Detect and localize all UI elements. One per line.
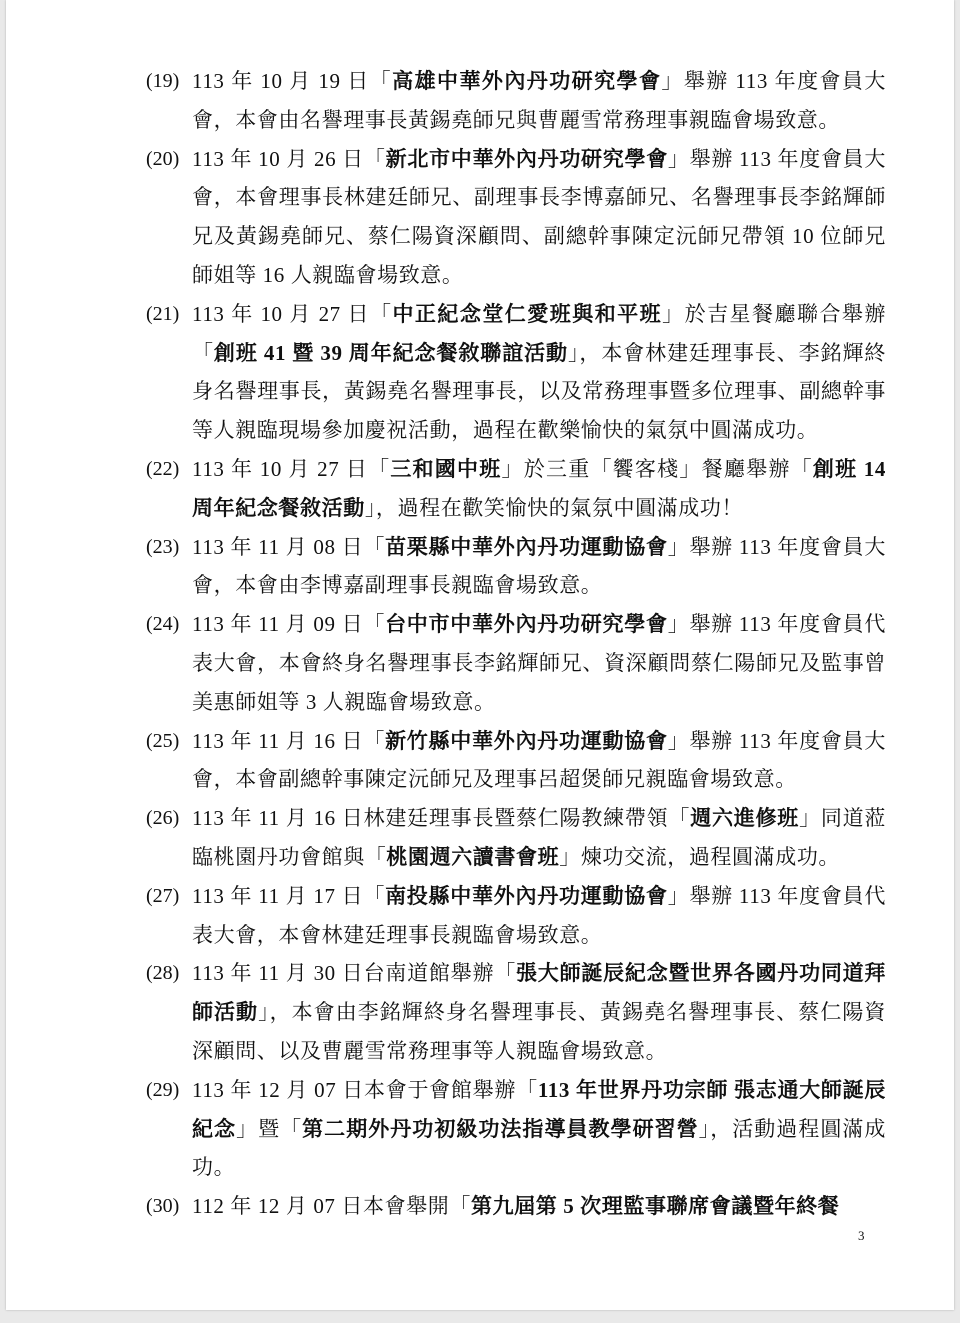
item-text (192, 722, 886, 800)
bold-event-name: 113 年世界丹功宗師 張志通大師誕辰紀念 (192, 1077, 886, 1141)
item-number: (22) (146, 457, 180, 480)
text-segment: 113 年 10 月 27 日「 (192, 301, 393, 326)
item-number: (25) (146, 729, 180, 752)
text-segment: 」暨「 (236, 1116, 303, 1141)
bold-event-name: 新竹縣中華外內丹功運動協會 (385, 728, 668, 753)
list-item (146, 140, 886, 295)
bold-event-name: 苗栗縣中華外內丹功運動協會 (385, 534, 668, 559)
item-text (192, 799, 886, 877)
bold-event-name: 中正紀念堂仁愛班與和平班 (392, 301, 663, 326)
bold-event-name: 三和國中班 (390, 456, 502, 481)
text-segment: 」煉功交流，過程圓滿成功。 (559, 844, 841, 869)
item-number: (29) (146, 1078, 180, 1101)
text-segment: 」舉辦 113 年度會員代表大會，本會林建廷理事長親臨會場致意。 (192, 883, 886, 947)
text-segment: 113 年 10 月 26 日「 (192, 146, 386, 171)
list-item (146, 62, 886, 140)
list-item (146, 722, 886, 800)
text-segment: 」，本會由李銘輝終身名譽理事長、黃錫堯名譽理事長、蔡仁陽資深顧問、以及曹麗雪常務理事等人親臨會場致意。 (192, 1000, 886, 1063)
text-segment: 113 年 11 月 30 日台南道館舉辦「 (192, 961, 517, 986)
text-segment: 113 年 10 月 27 日「 (192, 456, 391, 481)
item-text (192, 1187, 886, 1226)
list-item (146, 1071, 886, 1187)
item-number: (26) (146, 807, 180, 830)
list-item (146, 877, 886, 955)
item-number: (27) (146, 884, 180, 907)
list-item (146, 954, 886, 1070)
item-number: (28) (146, 962, 180, 985)
item-text (192, 1071, 886, 1187)
text-segment: 」於吉星餐廳聯合舉辦「 (192, 301, 886, 365)
text-segment: 113 年 11 月 08 日「 (192, 534, 386, 559)
text-segment: 113 年 11 月 09 日「 (192, 612, 386, 637)
text-segment: 113 年 11 月 17 日「 (192, 883, 386, 908)
item-text (192, 605, 886, 721)
item-text (192, 295, 886, 450)
item-text (192, 528, 886, 606)
bold-event-name: 桃園週六讀書會班 (386, 844, 560, 869)
text-segment: 」舉辦 113 年度會員大會，本會理事長林建廷師兄、副理事長李博嘉師兄、名譽理事長李銘輝師兄及黃錫堯師兄、蔡仁陽資深顧問、副總幹事陳定沅師兄帶領 10 位師兄師姐等 16 人親臨會場致意。 (192, 146, 886, 287)
text-segment: 」於三重「饗客棧」餐廳舉辦「 (501, 456, 813, 481)
list-item (146, 605, 886, 721)
text-segment: 」舉辦 113 年度會員大會，本會由李博嘉副理事長親臨會場致意。 (192, 534, 886, 598)
text-segment: 112 年 12 月 07 日本會舉開「 (192, 1194, 471, 1219)
text-segment: 113 年 12 月 07 日本會于會館舉辦「 (192, 1077, 538, 1102)
bold-event-name: 週六進修班 (690, 806, 800, 831)
bold-event-name: 新北市中華外內丹功研究學會 (385, 146, 668, 171)
bold-event-name: 張大師誕辰紀念暨世界各國丹功同道拜師活動 (192, 961, 887, 1025)
text-segment: 113 年 11 月 16 日「 (192, 728, 386, 753)
entry-list (146, 62, 886, 1226)
text-segment: 」舉辦 113 年度會員大會，本會副總幹事陳定沅師兄及理事呂超煲師兄親臨會場致意。 (192, 728, 886, 792)
text-segment: 」，活動過程圓滿成功。 (192, 1116, 886, 1180)
bold-event-name: 第九屆第 5 次理監事聯席會議暨年終餐 (470, 1194, 840, 1219)
bold-event-name: 台中市中華外內丹功研究學會 (385, 612, 668, 637)
item-text (192, 140, 886, 295)
list-item (146, 450, 886, 528)
item-number: (30) (146, 1195, 180, 1218)
text-segment: 」，本會林建廷理事長、李銘輝終身名譽理事長，黃錫堯名譽理事長，以及常務理事暨多位理事、副總幹事等人親臨現場參加慶祝活動，過程在歡樂愉快的氣氛中圓滿成功。 (192, 340, 886, 443)
list-item (146, 799, 886, 877)
text-segment: 113 年 11 月 16 日林建廷理事長暨蔡仁陽教練帶領「 (192, 806, 691, 831)
bold-event-name: 南投縣中華外內丹功運動協會 (385, 883, 668, 908)
list-item (146, 528, 886, 606)
list-item (146, 1187, 886, 1226)
bold-event-name: 高雄中華外內丹功研究學會 (392, 69, 662, 93)
item-text (192, 62, 886, 140)
text-segment: 」舉辦 113 年度會員大會，本會由名譽理事長黃錫堯師兄與曹麗雪常務理事親臨會場致意。 (192, 69, 886, 132)
text-segment: 113 年 10 月 19 日「 (192, 69, 393, 93)
item-number: (23) (146, 535, 180, 558)
bold-event-name: 第二期外丹功初級功法指導員教學研習營 (302, 1116, 699, 1141)
item-number: (20) (146, 147, 180, 170)
item-number: (21) (146, 302, 180, 325)
document-page (6, 0, 954, 1310)
item-text (192, 954, 886, 1070)
item-number: (24) (146, 613, 180, 636)
bold-event-name: 創班 14 周年紀念餐敘活動 (192, 456, 886, 520)
text-segment: 」同道蒞臨桃園丹功會館與「 (192, 806, 886, 869)
item-text (192, 877, 886, 955)
bold-event-name: 創班 41 暨 39 周年紀念餐敘聯誼活動 (213, 340, 568, 365)
page-number: 3 (858, 1228, 865, 1243)
item-number: (19) (146, 70, 180, 92)
text-segment: 」舉辦 113 年度會員代表大會，本會終身名譽理事長李銘輝師兄、資深顧問蔡仁陽師兄及監事曾美惠師姐等 3 人親臨會場致意。 (192, 612, 886, 714)
item-text (192, 450, 886, 528)
list-item (146, 295, 886, 450)
text-segment: 」，過程在歡笑愉快的氣氛中圓滿成功！ (364, 495, 744, 520)
